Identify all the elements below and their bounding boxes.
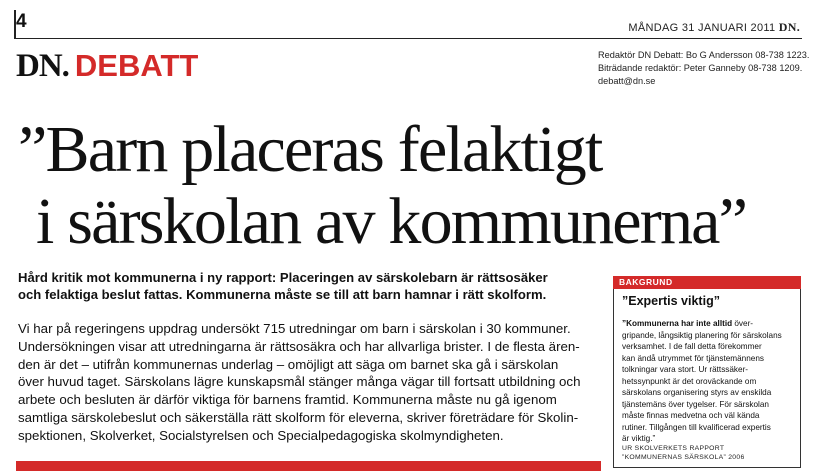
date-line — [628, 20, 800, 35]
box-line: särskolans organisering styrs av enskilda — [622, 388, 772, 397]
editor-email: debatt@dn.se — [598, 76, 656, 86]
box-title: ”Expertis viktig” — [622, 294, 720, 308]
box-bold-intro: ”Kommunerna har inte alltid — [622, 319, 733, 328]
section-masthead — [16, 50, 198, 82]
bottom-accent-bar — [16, 461, 601, 471]
page-number: 4 — [16, 11, 27, 32]
editor-info — [598, 49, 809, 88]
box-line: kan ändå utrymmet för tjänstemännens — [622, 353, 764, 363]
box-line: måste finnas medvetna och väl kända — [622, 411, 760, 420]
box-source — [622, 445, 794, 462]
body-line: över huvud taget. Särskolans lägre kunskapsmål stänger många vägar till fortsatt utbildning och — [18, 374, 581, 390]
headline-line-1: ”Barn placeras felaktigt — [18, 113, 602, 186]
box-line: tolkningar vara stort. Ur rättssäker- — [622, 365, 749, 374]
source-line: ”KOMMUNERNAS SÄRSKOLA” 2006 — [622, 453, 745, 461]
dn-small-logo: DN. — [778, 20, 800, 34]
publication-date: MÅNDAG 31 JANUARI 2011 — [628, 22, 776, 34]
editor-line: Redaktör DN Debatt: Bo G Andersson 08-738 1223. — [598, 50, 810, 60]
box-line: hetssynpunkt är det oroväckande om — [622, 376, 757, 386]
assistant-editor-line: Biträdande redaktör: Peter Ganneby 08-738 1209. — [598, 63, 803, 73]
headline-line-2: i särskolan av kommunerna” — [36, 185, 747, 258]
body-line: samtliga särskolebeslut och säkerställa rätt skolform för eleverna, skriver företrädare för Skolin- — [18, 409, 579, 425]
body-line: Vi har på regeringens uppdrag undersökt 715 utredningar om barn i särskolan i 30 kommuner. — [18, 321, 571, 336]
box-line: rutiner. Tillgången till kvalificerad expertis — [622, 422, 771, 432]
box-line: tjänstemäns över tygelser. För särskolan — [622, 399, 769, 409]
lead-paragraph — [18, 269, 603, 303]
box-line: ”Kommunerna har inte alltid över- — [622, 319, 754, 328]
body-paragraph — [18, 320, 603, 445]
top-divider — [14, 38, 802, 39]
box-label: BAKGRUND — [613, 276, 801, 289]
box-line: är viktig.” — [622, 434, 656, 443]
body-line: arbete och besluten är därför viktiga för barnens framtid. Kommunerna måste nu gå igenom — [18, 392, 557, 408]
lead-line: Hård kritik mot kommunerna i ny rapport: Placeringen av särskolebarn är rättsosäker — [18, 270, 548, 285]
box-line: verksamhet. I de fall detta förekommer — [622, 342, 762, 351]
source-line: UR SKOLVERKETS RAPPORT — [622, 445, 725, 452]
body-line: spektionen, Skolverket, Socialstyrelsen och Specialpedagogiska skolmyndigheten. — [18, 427, 504, 443]
headline — [18, 114, 808, 258]
lead-line: och felaktiga beslut fattas. Kommunerna måste se till att barn hamnar i rätt skolform. — [18, 287, 547, 302]
body-line: Undersökningen visar att utredningarna är rättsosäkra och har allvarliga brister. I de flesta ären- — [18, 338, 580, 354]
box-quote — [622, 318, 794, 445]
box-line: gripande, långsiktig planering för särskolans — [622, 330, 782, 340]
section-name: DEBATT — [74, 48, 199, 83]
body-line: den är det – utifrån kommunernas underlag – omöjligt att säga om barnet ska gå i särskolan — [18, 356, 559, 372]
dn-logo: DN. — [16, 48, 69, 84]
